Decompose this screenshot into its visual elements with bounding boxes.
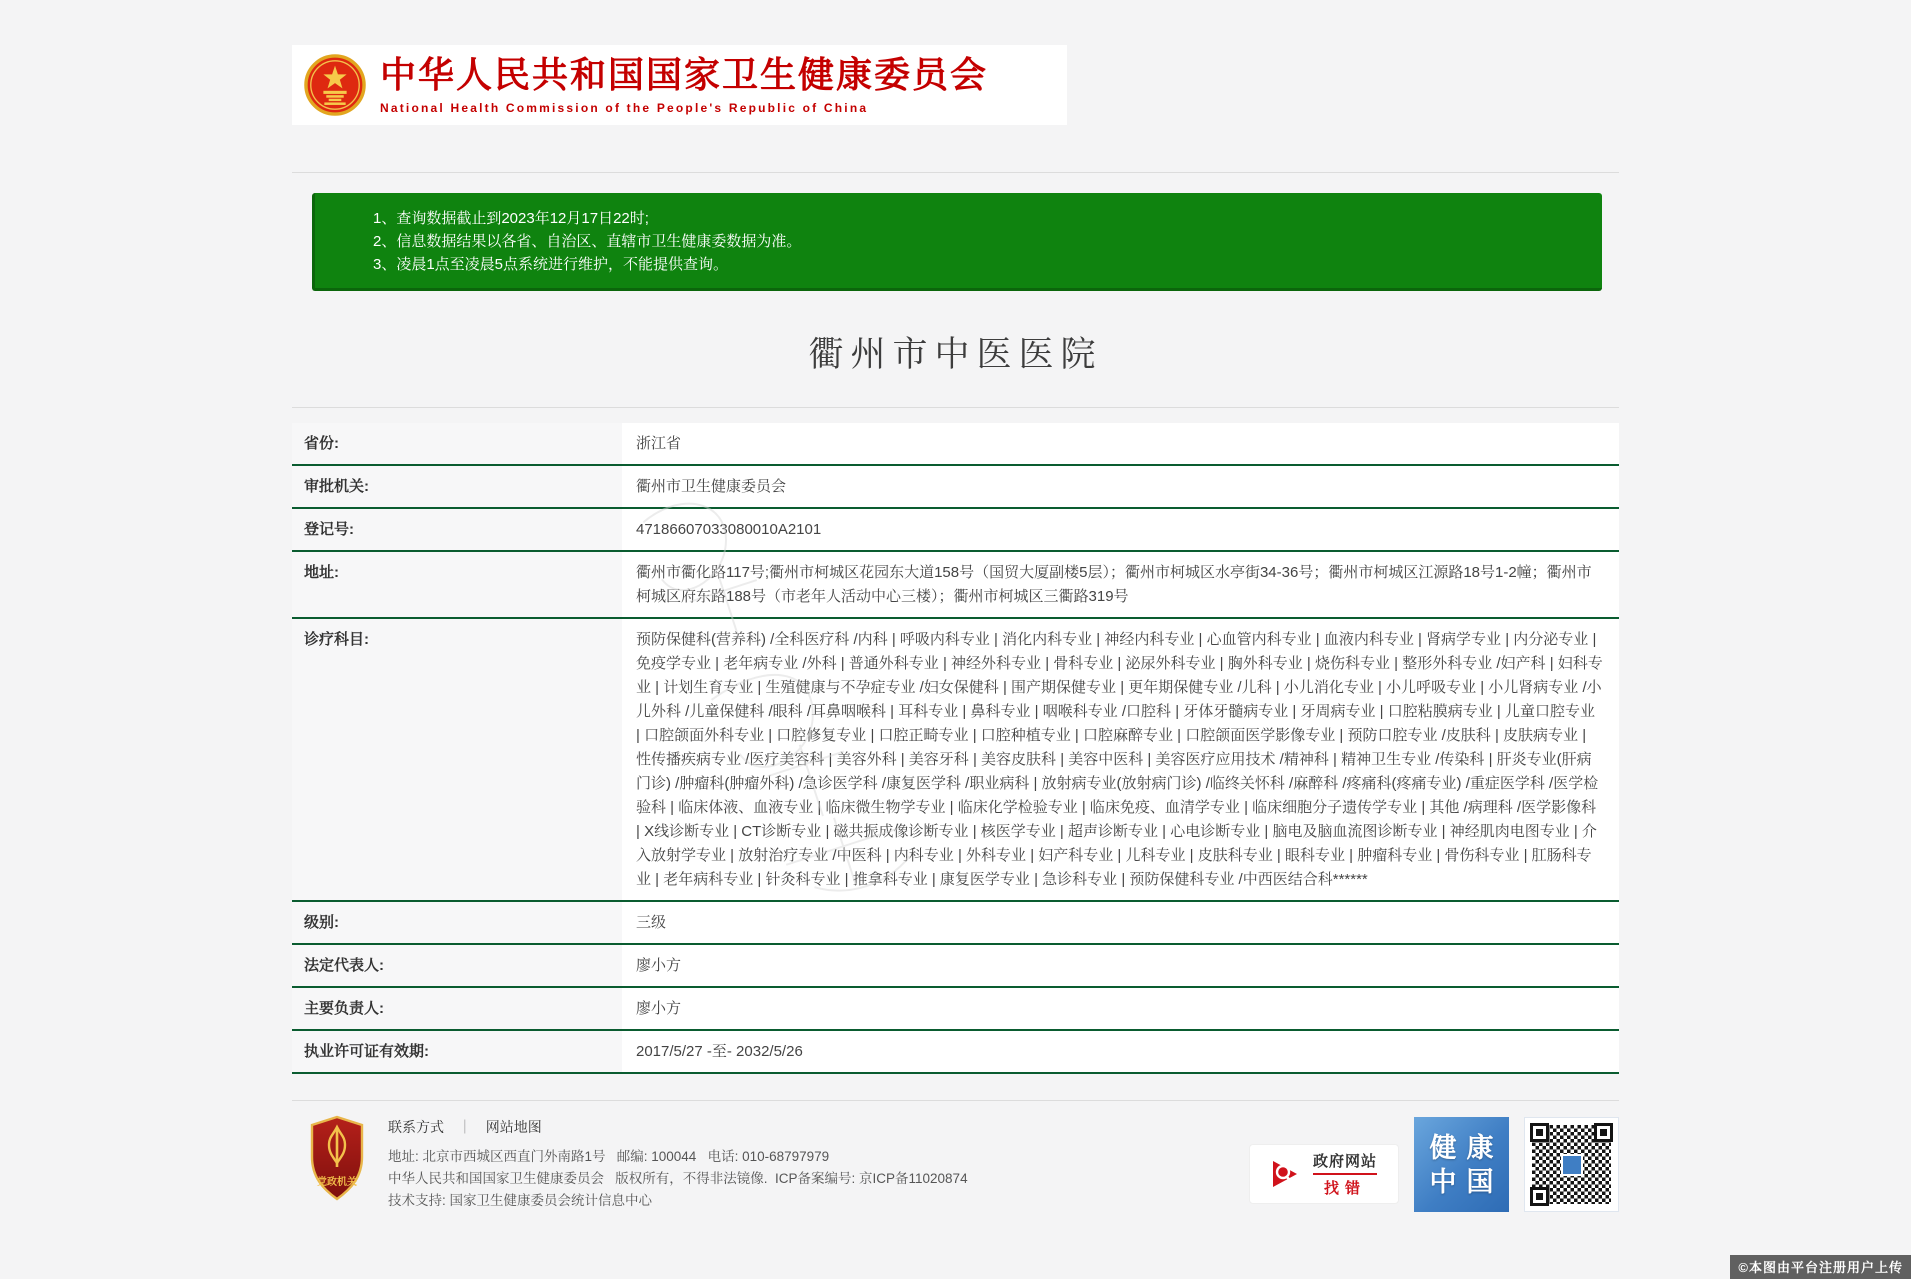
qr-finder-top-left: [1530, 1123, 1549, 1142]
table-row-medical-subjects: [292, 619, 1619, 902]
gov-site-error-report-button[interactable]: [1249, 1144, 1399, 1204]
site-error-label-bottom: 找错: [1323, 1179, 1366, 1197]
national-emblem-icon: [304, 54, 366, 116]
table-row-registration-number: [292, 509, 1619, 552]
footer-copyright-line: 中华人民共和国国家卫生健康委员会 版权所有，不得非法镜像. ICP备案编号: 京ICP备11020874: [388, 1171, 968, 1186]
footer-support-line: 技术支持: 国家卫生健康委员会统计信息中心: [388, 1193, 653, 1208]
field-value: 47186607033080010A2101: [622, 509, 1619, 550]
field-label: 诊疗科目:: [292, 619, 622, 900]
header-titles: [380, 55, 988, 115]
footer-text-block: [388, 1115, 968, 1212]
footer-link-separator: ｜: [457, 1119, 472, 1135]
sitemap-link[interactable]: 网站地图: [485, 1119, 542, 1135]
health-china-line2: 中国: [1429, 1166, 1504, 1197]
table-row-license-validity: [292, 1031, 1619, 1074]
gov-badge-label: 党政机关: [317, 1177, 357, 1188]
table-row-level: [292, 902, 1619, 945]
page-title: 衢州市中医医院: [808, 335, 1103, 374]
field-label: 地址:: [292, 552, 622, 617]
notice-line-1: 1、查询数据截止到2023年12月17日22时;: [373, 210, 649, 227]
field-label: 法定代表人:: [292, 945, 622, 986]
uploader-watermark: ©本图由平台注册用户上传: [1730, 1255, 1911, 1279]
field-value: 廖小方: [622, 988, 1619, 1029]
field-label: 登记号:: [292, 509, 622, 550]
field-value: 预防保健科(营养科) /全科医疗科 /内科 | 呼吸内科专业 | 消化内科专业 | 神经内科专业 | 心血管内科专业 | 血液内科专业 | 肾病学专业 | 内分泌专业 | 免疫学专业 | 老年病专业 /外科 | 普通外科专业 | 神经外科专业 | 骨科专业 | 泌尿外科专业 | 胸外科专业 | 烧伤科专业 | 整形外科专业 /妇产科 | 妇科专业 | 计划生育专业 | 生殖健康与不孕症专业 /妇女保健科 | 围产期保健专业 | 更年期保健专业 /儿科 | 小儿消化专业 | 小儿呼吸专业 | 小儿肾病专业 /小儿外科 /儿童保健科 /眼科 /耳鼻咽喉科 | 耳科专业 | 鼻科专业 | 咽喉科专业 /口腔科 | 牙体牙髓病专业 | 牙周病专业 | 口腔粘膜病专业 | 儿童口腔专业 | 口腔颌面外科专业 | 口腔修复专业 | 口腔正畸专业 | 口腔种植专业 | 口腔麻醉专业 | 口腔颌面医学影像专业 | 预防口腔专业 /皮肤科 | 皮肤病专业 | 性传播疾病专业 /医疗美容科 | 美容外科 | 美容牙科 | 美容皮肤科 | 美容中医科 | 美容医疗应用技术 /精神科 | 精神卫生专业 /传染科 | 肝炎专业(肝病门诊) /肿瘤科(肿瘤外科) /急诊医学科 /康复医学科 /职业病科 | 放射病专业(放射病门诊) /临终关怀科 /麻醉科 /疼痛科(疼痛专业) /重症医学科 /医学检验科 | 临床体液、血液专业 | 临床微生物学专业 | 临床化学检验专业 | 临床免疫、血清学专业 | 临床细胞分子遗传学专业 | 其他 /病理科 /医学影像科 | X线诊断专业 | CT诊断专业 | 磁共振成像诊断专业 | 核医学专业 | 超声诊断专业 | 心电诊断专业 | 脑电及脑血流图诊断专业 | 神经肌肉电图专业 | 介入放射学专业 | 放射治疗专业 /中医科 | 内科专业 | 外科专业 | 妇产科专业 | 儿科专业 | 皮肤科专业 | 眼科专业 | 肿瘤科专业 | 骨伤科专业 | 肛肠科专业 | 老年病科专业 | 针灸科专业 | 推拿科专业 | 康复医学专业 | 急诊科专业 | 预防保健科专业 /中西医结合科******: [622, 619, 1619, 900]
field-label: 审批机关:: [292, 466, 622, 507]
site-title-en: National Health Commission of the People's Republic of China: [380, 101, 869, 115]
magnifier-flag-icon: [1271, 1157, 1305, 1191]
field-label: 省份:: [292, 423, 622, 464]
site-header: [292, 45, 1067, 125]
health-china-line1: 健康: [1429, 1132, 1504, 1163]
title-divider: [292, 407, 1619, 408]
field-value: 廖小方: [622, 945, 1619, 986]
site-footer: [292, 1115, 1619, 1212]
field-value: 2017/5/27 -至- 2032/5/26: [622, 1031, 1619, 1072]
content-column: [292, 45, 1619, 1212]
field-value: 三级: [622, 902, 1619, 943]
field-value: 浙江省: [622, 423, 1619, 464]
field-value: 衢州市衢化路117号;衢州市柯城区花园东大道158号（国贸大厦副楼5层）；衢州市柯城区水亭街34-36号；衢州市柯城区江源路18号1-2幢；衢州市柯城区府东路188号（市老年人活动中心三楼）；衢州市柯城区三衢路319号: [622, 552, 1619, 617]
table-row-main-person-in-charge: [292, 988, 1619, 1031]
hospital-info-table: [292, 423, 1619, 1074]
qr-code: [1524, 1117, 1619, 1212]
qr-center-logo: [1561, 1154, 1583, 1176]
site-title-cn: 中华人民共和国国家卫生健康委员会: [380, 54, 989, 95]
qr-finder-top-right: [1594, 1123, 1613, 1142]
notice-box: [312, 193, 1602, 291]
contact-link[interactable]: 联系方式: [388, 1119, 444, 1135]
footer-links: [388, 1117, 968, 1137]
field-label: 执业许可证有效期:: [292, 1031, 622, 1072]
table-row-legal-representative: [292, 945, 1619, 988]
header-divider: [292, 172, 1619, 173]
qr-finder-bottom-left: [1530, 1187, 1549, 1206]
footer-address-line: 地址: 北京市西城区西直门外南路1号 邮编: 100044 电话: 010-68797979: [388, 1149, 830, 1164]
party-government-badge-icon: [308, 1115, 366, 1201]
site-error-label-top: 政府网站: [1313, 1150, 1377, 1175]
health-china-logo[interactable]: [1414, 1117, 1509, 1212]
footer-divider: [292, 1100, 1619, 1101]
table-row-province: [292, 423, 1619, 466]
field-label: 主要负责人:: [292, 988, 622, 1029]
site-error-texts: [1313, 1150, 1377, 1198]
notice-line-3: 3、凌晨1点至凌晨5点系统进行维护，不能提供查询。: [373, 256, 729, 273]
table-row-approval-authority: [292, 466, 1619, 509]
notice-line-2: 2、信息数据结果以各省、自治区、直辖市卫生健康委数据为准。: [373, 233, 802, 250]
field-label: 级别:: [292, 902, 622, 943]
table-row-address: [292, 552, 1619, 619]
field-value: 衢州市卫生健康委员会: [622, 466, 1619, 507]
footer-right-cluster: [1249, 1115, 1619, 1212]
